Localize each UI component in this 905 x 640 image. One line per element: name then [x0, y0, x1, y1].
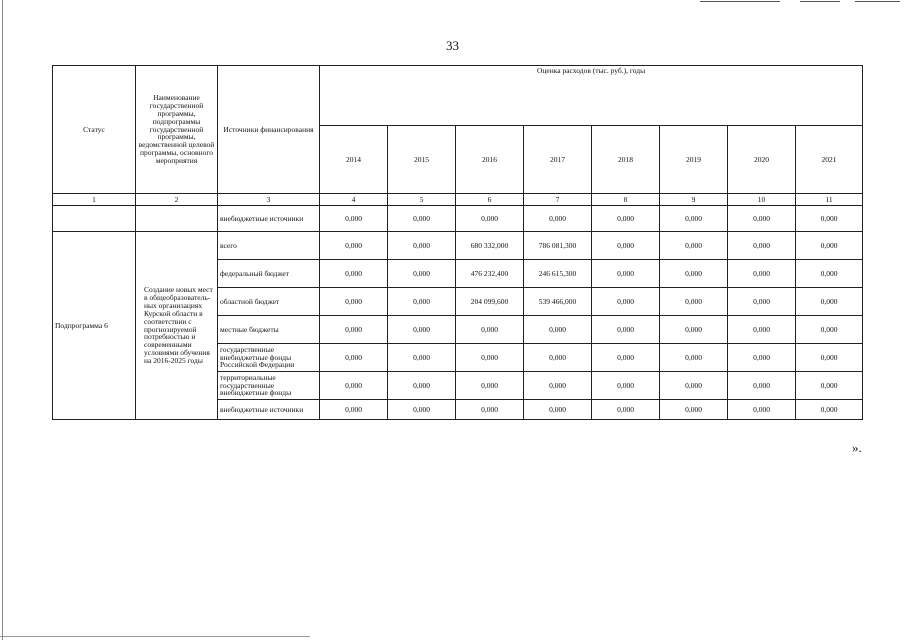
- value-cell: 0,000: [728, 260, 796, 288]
- column-number: 3: [218, 194, 320, 206]
- scan-mark-top-1: [700, 1, 780, 2]
- scan-mark-bottom: [0, 636, 310, 637]
- page-number: 33: [446, 38, 459, 53]
- value-cell: 0,000: [388, 206, 456, 232]
- value-cell: 0,000: [524, 400, 592, 420]
- value-cell: 0,000: [796, 400, 863, 420]
- value-cell: 0,000: [456, 400, 524, 420]
- value-cell: 0,000: [524, 372, 592, 400]
- value-cell: 0,000: [592, 316, 660, 344]
- value-cell: 0,000: [524, 206, 592, 232]
- source-cell: федеральный бюджет: [218, 260, 320, 288]
- value-cell: 680 332,000: [456, 232, 524, 260]
- source-cell: областной бюджет: [218, 288, 320, 316]
- value-cell: 0,000: [592, 400, 660, 420]
- value-cell: 0,000: [728, 372, 796, 400]
- value-cell: 0,000: [728, 344, 796, 372]
- column-number: 5: [388, 194, 456, 206]
- header-estimate: Оценка расходов (тыс. руб.), годы: [320, 66, 863, 126]
- source-cell: территориальные государственные внебюджетные фонды: [218, 372, 320, 400]
- column-number: 8: [592, 194, 660, 206]
- value-cell: 0,000: [728, 232, 796, 260]
- value-cell: 0,000: [592, 344, 660, 372]
- value-cell: 0,000: [592, 288, 660, 316]
- header-year: 2015: [388, 126, 456, 194]
- value-cell: 0,000: [728, 206, 796, 232]
- value-cell: 0,000: [728, 288, 796, 316]
- value-cell: 204 099,600: [456, 288, 524, 316]
- value-cell: 0,000: [660, 288, 728, 316]
- value-cell: 0,000: [388, 260, 456, 288]
- header-status: Статус: [53, 66, 136, 194]
- column-number: 6: [456, 194, 524, 206]
- column-number: 1: [53, 194, 136, 206]
- value-cell: 0,000: [388, 400, 456, 420]
- value-cell: 0,000: [456, 344, 524, 372]
- value-cell: 0,000: [796, 232, 863, 260]
- header-year: 2021: [796, 126, 863, 194]
- source-cell: всего: [218, 232, 320, 260]
- value-cell: 246 615,300: [524, 260, 592, 288]
- value-cell: 0,000: [320, 316, 388, 344]
- scan-mark-left-edge: [2, 0, 3, 640]
- value-cell: 0,000: [660, 400, 728, 420]
- value-cell: 0,000: [660, 344, 728, 372]
- subprogram-name: Создание новых мест в общеобразователь-ных организациях Курской области в соответствии с прогнозируемой потребностью и современными условиями обучения на 2016-2025 годы: [136, 232, 218, 420]
- source-cell: государственные внебюджетные фонды Российской Федерации: [218, 344, 320, 372]
- column-number: 7: [524, 194, 592, 206]
- empty-cell: [53, 206, 136, 232]
- value-cell: 0,000: [320, 372, 388, 400]
- value-cell: 0,000: [524, 316, 592, 344]
- value-cell: 0,000: [660, 232, 728, 260]
- value-cell: 0,000: [388, 316, 456, 344]
- header-year: 2018: [592, 126, 660, 194]
- closing-quote: ».: [852, 440, 862, 455]
- column-number: 9: [660, 194, 728, 206]
- header-year: 2016: [456, 126, 524, 194]
- value-cell: 0,000: [660, 316, 728, 344]
- value-cell: 539 466,000: [524, 288, 592, 316]
- value-cell: 786 081,300: [524, 232, 592, 260]
- value-cell: 0,000: [320, 288, 388, 316]
- column-number: 2: [136, 194, 218, 206]
- header-year: 2014: [320, 126, 388, 194]
- value-cell: 0,000: [320, 260, 388, 288]
- value-cell: 0,000: [592, 232, 660, 260]
- value-cell: 0,000: [320, 400, 388, 420]
- empty-cell: [136, 206, 218, 232]
- value-cell: 0,000: [728, 400, 796, 420]
- value-cell: 0,000: [524, 344, 592, 372]
- value-cell: 0,000: [796, 372, 863, 400]
- column-number: 11: [796, 194, 863, 206]
- header-year: 2017: [524, 126, 592, 194]
- value-cell: 0,000: [388, 344, 456, 372]
- value-cell: 0,000: [660, 260, 728, 288]
- value-cell: 0,000: [320, 206, 388, 232]
- value-cell: 0,000: [388, 372, 456, 400]
- value-cell: 0,000: [592, 206, 660, 232]
- value-cell: 0,000: [388, 288, 456, 316]
- header-year: 2020: [728, 126, 796, 194]
- value-cell: 0,000: [796, 316, 863, 344]
- value-cell: 476 232,400: [456, 260, 524, 288]
- value-cell: 0,000: [796, 344, 863, 372]
- value-cell: 0,000: [456, 206, 524, 232]
- value-cell: 0,000: [320, 232, 388, 260]
- table-row: [53, 206, 863, 232]
- value-cell: 0,000: [456, 316, 524, 344]
- value-cell: 0,000: [660, 206, 728, 232]
- source-cell: местные бюджеты: [218, 316, 320, 344]
- source-cell: внебюджетные источники: [218, 206, 320, 232]
- column-number: 4: [320, 194, 388, 206]
- column-number: 10: [728, 194, 796, 206]
- scan-mark-top-3: [855, 1, 900, 2]
- value-cell: 0,000: [592, 260, 660, 288]
- value-cell: 0,000: [796, 288, 863, 316]
- value-cell: 0,000: [592, 372, 660, 400]
- header-program-name: Наименование государственной программы, подпрограммы государственной программы, ведомственной целевой программы, основного мероприятия: [136, 66, 218, 194]
- value-cell: 0,000: [456, 372, 524, 400]
- value-cell: 0,000: [320, 344, 388, 372]
- budget-table: [52, 65, 863, 420]
- scan-mark-top-2: [800, 1, 840, 2]
- value-cell: 0,000: [660, 372, 728, 400]
- value-cell: 0,000: [388, 232, 456, 260]
- value-cell: 0,000: [796, 260, 863, 288]
- table-row: [53, 232, 863, 260]
- subprogram-status: Подпрограмма 6: [53, 232, 136, 420]
- source-cell: внебюджетные источники: [218, 400, 320, 420]
- header-year: 2019: [660, 126, 728, 194]
- column-numbers-row: [53, 194, 863, 206]
- value-cell: 0,000: [796, 206, 863, 232]
- header-sources: Источники финансирования: [218, 66, 320, 194]
- value-cell: 0,000: [728, 316, 796, 344]
